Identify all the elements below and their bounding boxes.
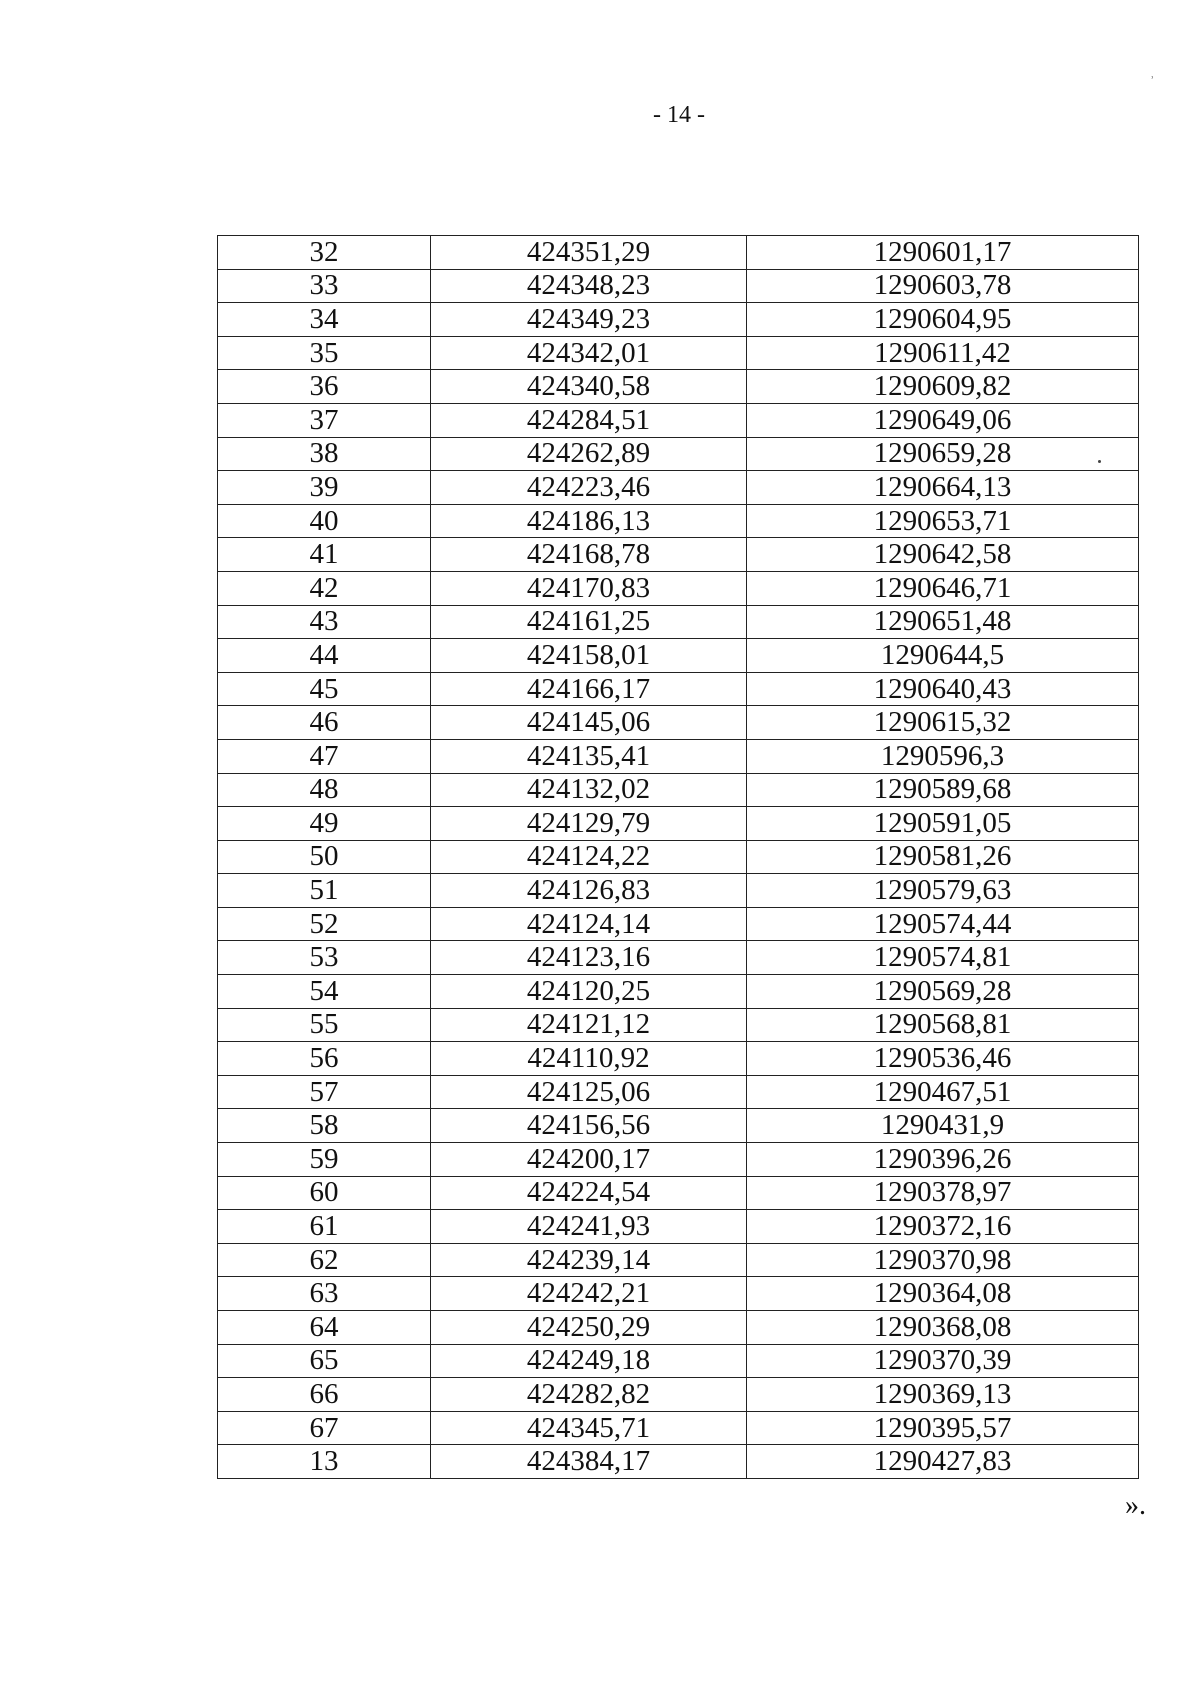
- table-row: [218, 1008, 1139, 1042]
- point-number-cell: 34: [218, 303, 431, 337]
- table-row: [218, 437, 1139, 471]
- table-row: [218, 739, 1139, 773]
- point-number-cell: 48: [218, 773, 431, 807]
- x-coordinate-cell: 424124,22: [431, 840, 747, 874]
- y-coordinate-cell: 1290603,78: [747, 269, 1139, 303]
- y-coordinate-cell: 1290370,98: [747, 1243, 1139, 1277]
- table-row: [218, 1243, 1139, 1277]
- y-coordinate-cell: 1290615,32: [747, 706, 1139, 740]
- y-coordinate-cell: 1290651,48: [747, 605, 1139, 639]
- x-coordinate-cell: 424282,82: [431, 1378, 747, 1412]
- table-row: [218, 639, 1139, 673]
- table-row: [218, 1109, 1139, 1143]
- y-coordinate-cell: 1290591,05: [747, 807, 1139, 841]
- table-row: [218, 605, 1139, 639]
- table-row: [218, 1445, 1139, 1479]
- scan-mark: ˒: [1150, 68, 1155, 83]
- point-number-cell: 51: [218, 874, 431, 908]
- y-coordinate-cell: 1290609,82: [747, 370, 1139, 404]
- y-coordinate-cell: 1290574,81: [747, 941, 1139, 975]
- x-coordinate-cell: 424250,29: [431, 1311, 747, 1345]
- table-row: [218, 773, 1139, 807]
- y-coordinate-cell: 1290364,08: [747, 1277, 1139, 1311]
- x-coordinate-cell: 424145,06: [431, 706, 747, 740]
- point-number-cell: 40: [218, 504, 431, 538]
- x-coordinate-cell: 424351,29: [431, 236, 747, 270]
- table-row: [218, 504, 1139, 538]
- x-coordinate-cell: 424384,17: [431, 1445, 747, 1479]
- x-coordinate-cell: 424168,78: [431, 538, 747, 572]
- y-coordinate-cell: 1290601,17: [747, 236, 1139, 270]
- x-coordinate-cell: 424249,18: [431, 1344, 747, 1378]
- point-number-cell: 55: [218, 1008, 431, 1042]
- table-row: [218, 1277, 1139, 1311]
- point-number-cell: 41: [218, 538, 431, 572]
- x-coordinate-cell: 424348,23: [431, 269, 747, 303]
- point-number-cell: 59: [218, 1143, 431, 1177]
- x-coordinate-cell: 424126,83: [431, 874, 747, 908]
- x-coordinate-cell: 424262,89: [431, 437, 747, 471]
- y-coordinate-cell: 1290370,39: [747, 1344, 1139, 1378]
- x-coordinate-cell: 424186,13: [431, 504, 747, 538]
- y-coordinate-cell: 1290568,81: [747, 1008, 1139, 1042]
- point-number-cell: 62: [218, 1243, 431, 1277]
- x-coordinate-cell: 424340,58: [431, 370, 747, 404]
- y-coordinate-cell: 1290378,97: [747, 1176, 1139, 1210]
- x-coordinate-cell: 424123,16: [431, 941, 747, 975]
- coordinates-table-body: [218, 236, 1139, 1479]
- x-coordinate-cell: 424342,01: [431, 336, 747, 370]
- table-row: [218, 807, 1139, 841]
- table-row: [218, 874, 1139, 908]
- y-coordinate-cell: 1290569,28: [747, 975, 1139, 1009]
- point-number-cell: 67: [218, 1411, 431, 1445]
- x-coordinate-cell: 424124,14: [431, 907, 747, 941]
- y-coordinate-cell: 1290653,71: [747, 504, 1139, 538]
- point-number-cell: 44: [218, 639, 431, 673]
- table-row: [218, 975, 1139, 1009]
- scan-speck: [1098, 460, 1101, 463]
- point-number-cell: 38: [218, 437, 431, 471]
- table-row: [218, 571, 1139, 605]
- point-number-cell: 35: [218, 336, 431, 370]
- point-number-cell: 53: [218, 941, 431, 975]
- table-row: [218, 370, 1139, 404]
- y-coordinate-cell: 1290589,68: [747, 773, 1139, 807]
- point-number-cell: 64: [218, 1311, 431, 1345]
- point-number-cell: 39: [218, 471, 431, 505]
- page-number: - 14 -: [653, 102, 705, 128]
- point-number-cell: 63: [218, 1277, 431, 1311]
- x-coordinate-cell: 424132,02: [431, 773, 747, 807]
- table-row: [218, 840, 1139, 874]
- table-row: [218, 1042, 1139, 1076]
- y-coordinate-cell: 1290649,06: [747, 403, 1139, 437]
- y-coordinate-cell: 1290368,08: [747, 1311, 1139, 1345]
- x-coordinate-cell: 424223,46: [431, 471, 747, 505]
- y-coordinate-cell: 1290536,46: [747, 1042, 1139, 1076]
- y-coordinate-cell: 1290640,43: [747, 672, 1139, 706]
- y-coordinate-cell: 1290646,71: [747, 571, 1139, 605]
- point-number-cell: 50: [218, 840, 431, 874]
- y-coordinate-cell: 1290396,26: [747, 1143, 1139, 1177]
- point-number-cell: 58: [218, 1109, 431, 1143]
- point-number-cell: 47: [218, 739, 431, 773]
- y-coordinate-cell: 1290372,16: [747, 1210, 1139, 1244]
- table-row: [218, 1143, 1139, 1177]
- x-coordinate-cell: 424166,17: [431, 672, 747, 706]
- point-number-cell: 32: [218, 236, 431, 270]
- x-coordinate-cell: 424158,01: [431, 639, 747, 673]
- table-row: [218, 1344, 1139, 1378]
- point-number-cell: 45: [218, 672, 431, 706]
- table-row: [218, 236, 1139, 270]
- point-number-cell: 46: [218, 706, 431, 740]
- x-coordinate-cell: 424200,17: [431, 1143, 747, 1177]
- y-coordinate-cell: 1290644,5: [747, 639, 1139, 673]
- x-coordinate-cell: 424170,83: [431, 571, 747, 605]
- x-coordinate-cell: 424156,56: [431, 1109, 747, 1143]
- table-row: [218, 269, 1139, 303]
- x-coordinate-cell: 424121,12: [431, 1008, 747, 1042]
- closing-quote: ».: [1125, 1490, 1146, 1521]
- point-number-cell: 42: [218, 571, 431, 605]
- point-number-cell: 49: [218, 807, 431, 841]
- y-coordinate-cell: 1290579,63: [747, 874, 1139, 908]
- table-row: [218, 907, 1139, 941]
- x-coordinate-cell: 424120,25: [431, 975, 747, 1009]
- table-row: [218, 672, 1139, 706]
- table-row: [218, 336, 1139, 370]
- point-number-cell: 54: [218, 975, 431, 1009]
- point-number-cell: 36: [218, 370, 431, 404]
- table-row: [218, 941, 1139, 975]
- table-row: [218, 1176, 1139, 1210]
- table-row: [218, 1075, 1139, 1109]
- y-coordinate-cell: 1290431,9: [747, 1109, 1139, 1143]
- x-coordinate-cell: 424349,23: [431, 303, 747, 337]
- table-row: [218, 1210, 1139, 1244]
- page-header: [0, 102, 1200, 129]
- y-coordinate-cell: 1290427,83: [747, 1445, 1139, 1479]
- y-coordinate-cell: 1290467,51: [747, 1075, 1139, 1109]
- y-coordinate-cell: 1290604,95: [747, 303, 1139, 337]
- x-coordinate-cell: 424224,54: [431, 1176, 747, 1210]
- x-coordinate-cell: 424161,25: [431, 605, 747, 639]
- point-number-cell: 43: [218, 605, 431, 639]
- table-row: [218, 1311, 1139, 1345]
- y-coordinate-cell: 1290664,13: [747, 471, 1139, 505]
- y-coordinate-cell: 1290642,58: [747, 538, 1139, 572]
- x-coordinate-cell: 424135,41: [431, 739, 747, 773]
- x-coordinate-cell: 424110,92: [431, 1042, 747, 1076]
- x-coordinate-cell: 424125,06: [431, 1075, 747, 1109]
- x-coordinate-cell: 424129,79: [431, 807, 747, 841]
- point-number-cell: 61: [218, 1210, 431, 1244]
- table-row: [218, 1411, 1139, 1445]
- table-row: [218, 403, 1139, 437]
- y-coordinate-cell: 1290574,44: [747, 907, 1139, 941]
- x-coordinate-cell: 424239,14: [431, 1243, 747, 1277]
- point-number-cell: 66: [218, 1378, 431, 1412]
- x-coordinate-cell: 424242,21: [431, 1277, 747, 1311]
- point-number-cell: 52: [218, 907, 431, 941]
- y-coordinate-cell: 1290596,3: [747, 739, 1139, 773]
- point-number-cell: 13: [218, 1445, 431, 1479]
- point-number-cell: 57: [218, 1075, 431, 1109]
- point-number-cell: 60: [218, 1176, 431, 1210]
- point-number-cell: 37: [218, 403, 431, 437]
- y-coordinate-cell: 1290395,57: [747, 1411, 1139, 1445]
- table-row: [218, 1378, 1139, 1412]
- table-row: [218, 303, 1139, 337]
- table-row: [218, 706, 1139, 740]
- x-coordinate-cell: 424345,71: [431, 1411, 747, 1445]
- x-coordinate-cell: 424284,51: [431, 403, 747, 437]
- point-number-cell: 65: [218, 1344, 431, 1378]
- point-number-cell: 56: [218, 1042, 431, 1076]
- table-row: [218, 471, 1139, 505]
- y-coordinate-cell: 1290581,26: [747, 840, 1139, 874]
- y-coordinate-cell: 1290369,13: [747, 1378, 1139, 1412]
- table-row: [218, 538, 1139, 572]
- y-coordinate-cell: 1290611,42: [747, 336, 1139, 370]
- y-coordinate-cell: 1290659,28: [747, 437, 1139, 471]
- x-coordinate-cell: 424241,93: [431, 1210, 747, 1244]
- coordinates-table: [217, 235, 1139, 1479]
- point-number-cell: 33: [218, 269, 431, 303]
